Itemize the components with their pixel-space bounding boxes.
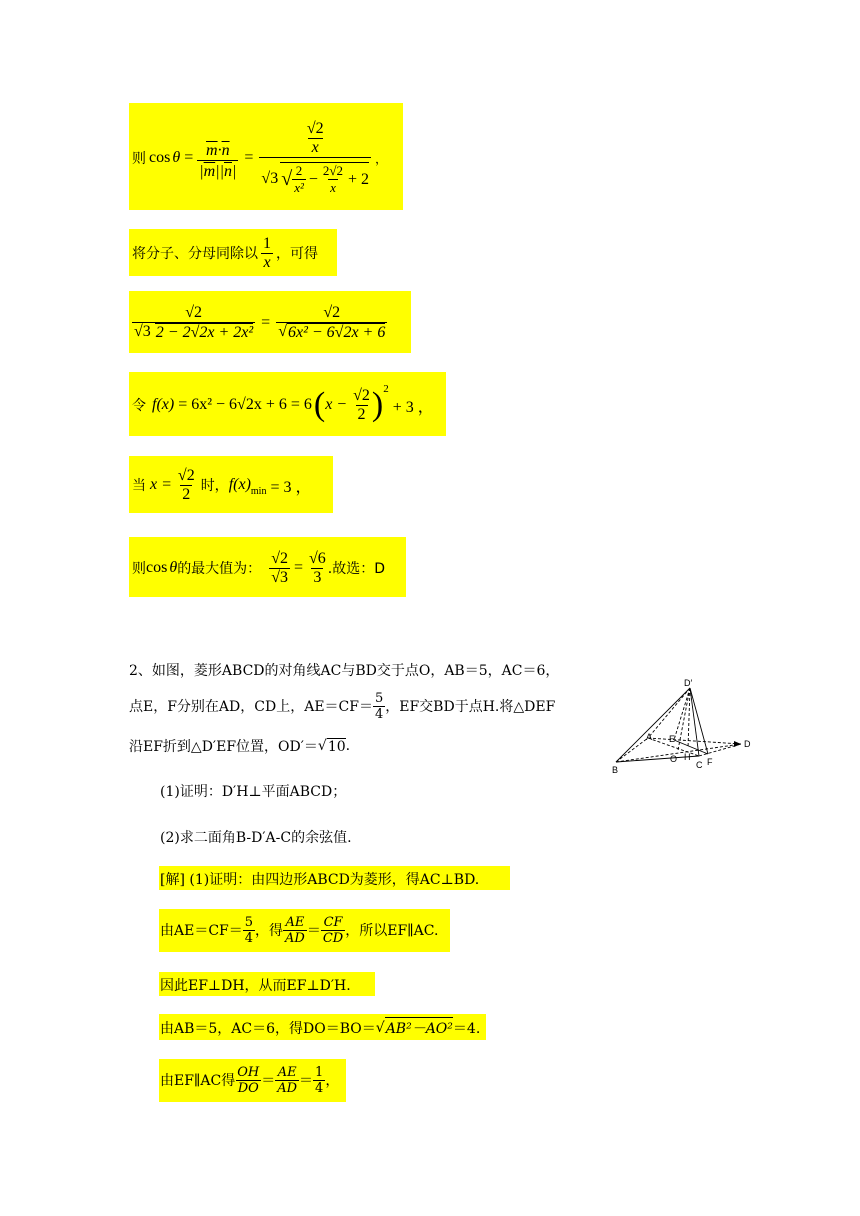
min-subscript: min <box>250 486 267 497</box>
f1-den: DO <box>237 1080 259 1096</box>
f1-den: √3 <box>271 568 288 586</box>
f2-num: AE <box>277 1064 297 1080</box>
prefix-text: 则 <box>132 151 146 167</box>
solution-line-5 <box>132 459 311 511</box>
label-f: F <box>707 757 713 767</box>
f1-num: OH <box>237 1064 260 1080</box>
sqrt-expr: AB²－AO² <box>385 1017 453 1038</box>
label-d: D <box>744 739 751 749</box>
problem-line-1: 2、如图，菱形ABCD的对角线AC与BD交于点O，AB＝5，AC＝6， <box>129 663 560 679</box>
edge-d1f <box>690 688 708 754</box>
problem-line-2 <box>129 688 555 724</box>
f3-num: 1 <box>315 1064 324 1080</box>
comma: ， <box>375 151 388 166</box>
equals-sign-2: ＝ <box>299 1073 314 1089</box>
step-4-a: 由AB＝5，AC＝6，得DO＝BO＝ <box>160 1020 376 1037</box>
fx: f(x) <box>228 476 251 493</box>
mid-text: 时， <box>200 478 229 494</box>
edge-d1c <box>690 688 699 756</box>
solution-step-1: [解] (1)证明：由四边形ABCD为菱形，得AC⊥BD. <box>160 872 480 888</box>
solution-step-5 <box>160 1060 339 1100</box>
solution-step-4: 由AB＝5，AC＝6，得DO＝BO＝ √ AB²－AO² ＝4. <box>160 1017 480 1038</box>
problem-line-3-a: 沿EF折到△D′EF位置，OD′＝ <box>129 739 318 755</box>
frac-den: 2 <box>182 485 191 503</box>
label-h: H <box>684 752 691 762</box>
solution-step-2 <box>160 910 438 950</box>
arrow-d <box>734 741 741 747</box>
lhs-den-a: √3 <box>134 323 151 340</box>
equals-sign: ＝ <box>306 923 321 939</box>
equals-sign-2: = <box>244 149 254 166</box>
text-divide: 将分子、分母同除以 <box>132 246 258 262</box>
x-eq: x = <box>150 476 172 493</box>
f3-num: CF <box>323 914 343 930</box>
problem-line-2-a: 点E，F分别在AD，CD上，AE＝CF＝ <box>129 699 373 715</box>
text-can-get: ，可得 <box>276 246 318 262</box>
label-b: B <box>612 765 619 775</box>
rhs-den: 6x² − 6√2x + 6 <box>287 324 386 341</box>
main-fraction: √2 x √3 √ $\frac{2}{\text{x²}}$ − $\frac{2√2}{x}$ + 2 <box>261 120 370 195</box>
f2-den: 3 <box>313 568 322 586</box>
inner-b-den: x <box>330 180 336 195</box>
expr-1: = 6x² − 6√2x + 6 = 6 <box>178 396 312 413</box>
prefix-let: 令 <box>132 398 146 414</box>
inner-a-den: x² <box>294 180 304 195</box>
fx: f(x) <box>152 396 175 413</box>
frac-den: 2 <box>357 405 366 423</box>
solution-step-3: 因此EF⊥DH，从而EF⊥D′H. <box>160 978 351 994</box>
question-1: (1)证明：D′H⊥平面ABCD； <box>160 784 347 800</box>
solution-line-1 <box>132 108 387 208</box>
minus-sign: − <box>308 170 318 188</box>
step-4-b: ＝4. <box>452 1020 481 1037</box>
f3-den: CD <box>322 930 344 946</box>
equals-sign: = <box>261 314 271 331</box>
frac-den: 4 <box>374 706 384 722</box>
theta-symbol: θ <box>169 559 178 576</box>
sqrt-10: 10 <box>327 738 346 755</box>
f1-num: √2 <box>271 549 288 567</box>
label-c: C <box>696 760 703 770</box>
frac-num: 5 <box>374 690 384 706</box>
prefix-then: 则 <box>132 561 146 577</box>
frac-num: √2 <box>177 466 195 484</box>
step-5-a: 由EF∥AC得 <box>160 1073 236 1089</box>
problem-line-2-b: ，EF交BD于点H.将△DEF <box>385 699 556 715</box>
choose-answer: .故选：D <box>327 561 386 577</box>
edge-d1h <box>688 688 690 748</box>
vec-n: $\overline{n}$ <box>221 141 230 159</box>
solution-line-3: √2 √3 2 − 2√2x + 2x² = √2 √ 6x² − 6√2x + 6 <box>134 304 386 341</box>
lhs-den-b: 2 − 2√2x + 2x² <box>155 324 254 341</box>
label-a: A <box>646 732 653 742</box>
step-2-b: ，得 <box>255 923 284 939</box>
theta-symbol: θ <box>172 149 181 166</box>
dot-symbol: · <box>217 141 222 159</box>
tail: = 3 ， <box>270 478 312 496</box>
max-value-text: 的最大值为： <box>177 561 262 577</box>
paren-open: ( <box>313 386 326 423</box>
inner-b-num: 2√2 <box>322 163 344 178</box>
edge-ad <box>648 738 741 744</box>
problem-line-3: 沿EF折到△D′EF位置，OD′＝ √ 10 . <box>129 738 351 755</box>
solution-line-6 <box>132 540 385 596</box>
f2-den: AD <box>277 1080 298 1096</box>
equals-sign: = <box>293 559 303 576</box>
question-2: (2)求二面角B-D′A-C的余弦值. <box>160 830 352 846</box>
f2-den: AD <box>285 930 305 946</box>
cos-text: cos <box>149 149 171 166</box>
geometry-figure <box>606 676 756 776</box>
num-x: x <box>308 138 323 157</box>
f3-den: 4 <box>315 1080 324 1096</box>
f2-num: AE <box>285 914 305 930</box>
num-sqrt2: √2 <box>306 120 324 137</box>
step-2-c: ，所以EF∥AC. <box>345 923 439 939</box>
frac-num: 1 <box>263 234 271 252</box>
f1-num: 5 <box>244 914 254 930</box>
x-minus: x − <box>325 396 348 413</box>
period: . <box>345 738 351 754</box>
equals-sign: = <box>184 149 194 166</box>
f2-num: √6 <box>309 549 326 567</box>
cos-text: cos <box>146 559 168 576</box>
vec-m-abs: $\overline{m}$ <box>203 162 216 180</box>
paren-close: ) <box>371 386 384 423</box>
vec-n-abs: $\overline{n}$ <box>223 162 232 180</box>
label-d-prime: D′ <box>684 678 693 688</box>
lhs-num: √2 <box>185 304 202 321</box>
plus-two: + 2 <box>348 170 370 188</box>
solution-line-4 <box>132 375 434 435</box>
edge-d1a <box>648 688 690 738</box>
inner-a-num: 2 <box>295 163 303 178</box>
step-2-a: 由AE＝CF＝ <box>160 923 243 939</box>
frac-den: x <box>263 253 271 271</box>
label-o: O <box>670 754 678 764</box>
diag-bd <box>616 744 741 762</box>
vector-fraction: $\frac{\overline{m}\cdot\overline{n}}{|\overline{m}||\overline{n}|}$ <box>199 141 237 180</box>
tail: + 3 ， <box>392 398 434 416</box>
square-exp: 2 <box>383 383 389 395</box>
frac-num: √2 <box>353 386 370 404</box>
equals-sign-1: ＝ <box>261 1073 276 1089</box>
vec-m: $\overline{m}$ <box>206 141 218 159</box>
edge-d1b <box>616 688 690 762</box>
f1-den: 4 <box>244 930 254 946</box>
rhs-num: √2 <box>323 304 341 321</box>
label-e: E <box>669 734 676 744</box>
solution-line-2 <box>132 231 318 275</box>
prefix-when: 当 <box>132 478 146 494</box>
comma: ， <box>325 1073 340 1089</box>
sqrt3: √3 <box>261 170 279 187</box>
